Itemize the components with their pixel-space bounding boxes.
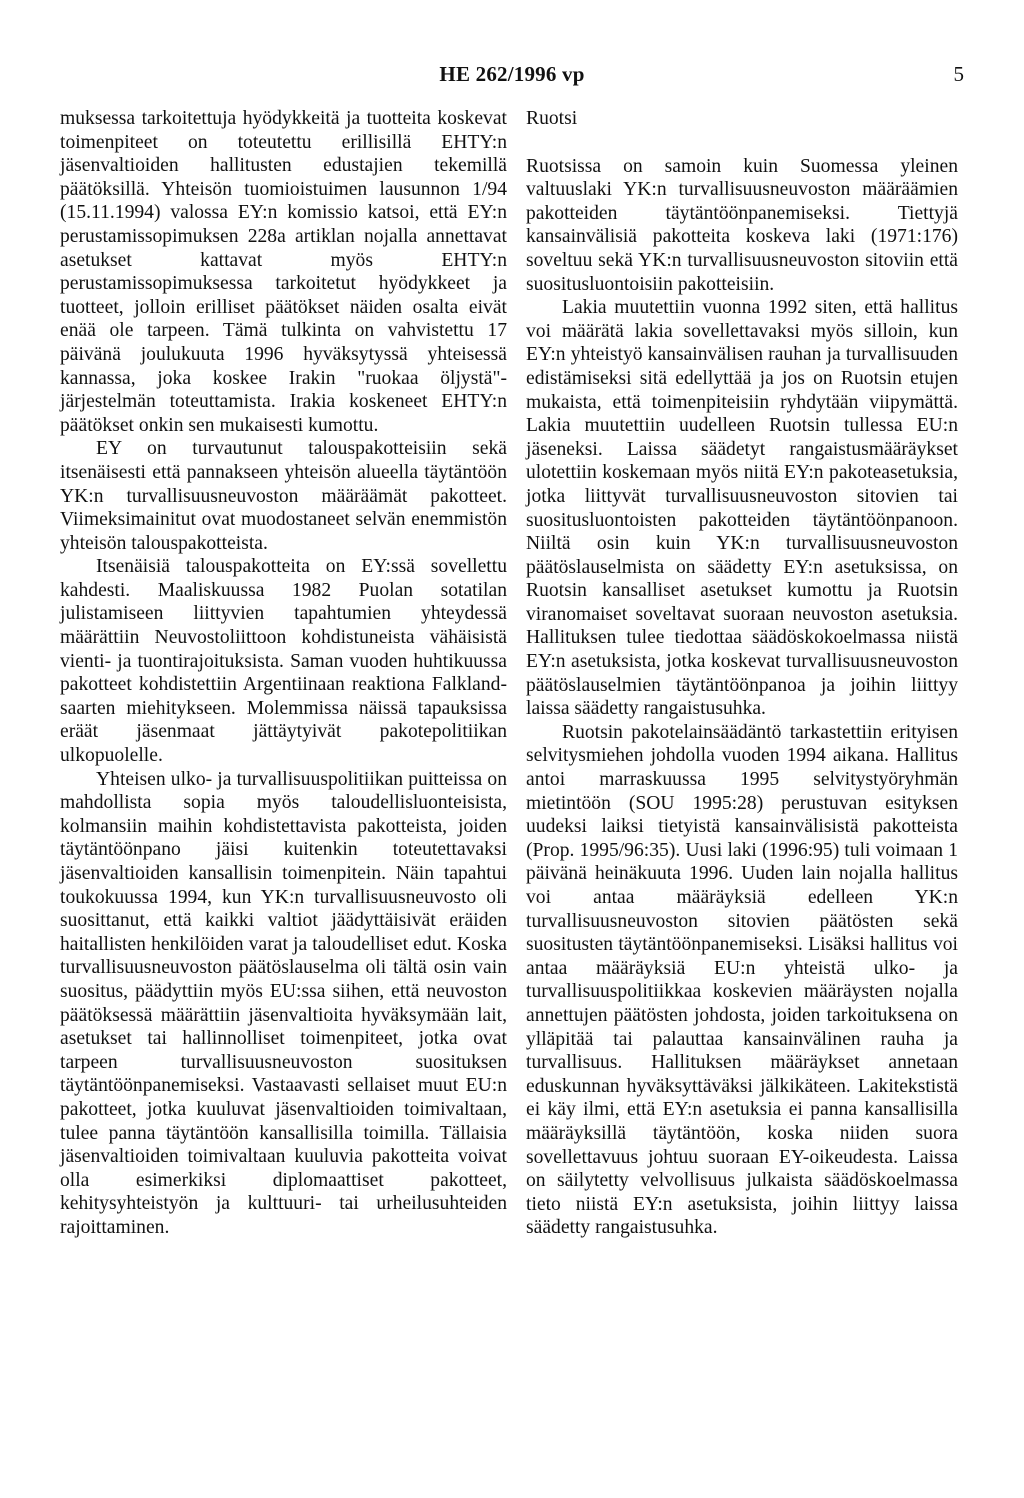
left-column [60, 107, 507, 1240]
left-paragraph-3: Itsenäisiä talouspakotteita on EY:ssä sovellettu kahdesti. Maaliskuussa 1982 Puolan sotatilan julistamiseen liittyvien tapahtumien yhteydessä määrättiin Neuvostoliittoon kohdistuneista vähäisistä vienti- ja tuontirajoituksista. Saman vuoden huhtikuussa pakotteet kohdistettiin Argentiinaan reaktiona Falkland-saarten miehitykseen. Molemmissa näissä tapauksissa eräät jäsenmaat jättäytyivät pakotepolitiikan ulkopuolelle. [60, 556, 507, 767]
left-paragraph-2: EY on turvautunut talouspakotteisiin sekä itsenäisesti että pannakseen yhteisön alueella täytäntöön YK:n turvallisuusneuvoston määräämät pakotteet. Viimeksimainitut ovat muodostaneet selvän enemmistön yhteisön talouspakotteista. [60, 438, 507, 554]
right-column [526, 107, 958, 1240]
section-heading-ruotsi: Ruotsi [526, 108, 578, 129]
document-header-title: HE 262/1996 vp [439, 62, 585, 86]
right-paragraph-3: Ruotsin pakotelainsäädäntö tarkastettiin erityisen selvitysmiehen johdolla vuoden 1994 aikana. Hallitus antoi marraskuussa 1995 selvitystyöryhmän mietintöön (SOU 1995:28) perustuvan esityksen uudeksi laiksi tietyistä kansainvälisistä pakotteista (Prop. 1995/96:35). Uusi laki (1996:95) tuli voimaan 1 päivänä heinäkuuta 1996. Uuden lain nojalla hallitus voi antaa määräyksiä edelleen YK:n turvallisuusneuvoston sitovien päätösten sekä suositusten täytäntöönpanemiseksi. Lisäksi hallitus voi antaa määräyksiä EU:n yhteistä ulko- ja turvallisuuspolitiikkaa koskevien määräysten nojalla annettujen päätösten johdosta, joiden tarkoituksena on ylläpitää tai palauttaa kansainvälinen rauha ja turvallisuus. Hallituksen määräykset annetaan eduskunnan hyväksyttäväksi jälkikäteen. Lakitekstistä ei käy ilmi, että EY:n asetuksia ei panna kansallisilla määräyksillä täytäntöön, koska niiden suora sovellettavuus johtuu suoraan EY-oikeudesta. Laissa on säilytetty velvollisuus julkaista säädöskoelmassa tieto niistä EY:n asetuksista, joihin liittyy laissa säädetty rangaistusuhka. [526, 721, 958, 1239]
right-paragraph-1: Ruotsissa on samoin kuin Suomessa yleinen valtuuslaki YK:n turvallisuusneuvoston määräämien pakotteiden täytäntöönpanemiseksi. Tiettyjä kansainvälisiä pakotteita koskeva laki (1971:176) soveltuu sekä YK:n turvallisuusneuvoston sitoviin että suositusluontoisiin pakotteisiin. [526, 155, 958, 295]
left-paragraph-4: Yhteisen ulko- ja turvallisuuspolitiikan puitteissa on mahdollista sopia myös taloudellisluonteisista, kolmansiin maihin kohdistettavista pakotteista, joiden täytäntöönpano jäisi kuitenkin toteutettavaksi jäsenvaltioiden kansallisin toimenpitein. Näin tapahtui toukokuussa 1994, kun YK:n turvallisuusneuvosto oli suosittanut, että kaikki valtiot jäädyttäisivät eräiden haitallisten henkilöiden varat ja taloudelliset edut. Koska turvallisuusneuvoston päätöslauselma oli tältä osin vain suositus, päädyttiin myös EU:ssa siihen, että neuvoston päätöksessä määrättiin jäsenvaltioita hyväksymään lait, asetukset tai hallinnolliset toimenpiteet, jotka ovat tarpeen turvallisuusneuvoston suosituksen täytäntöönpanemiseksi. Vastaavasti sellaiset muut EU:n pakotteet, jotka kuuluvat jäsenvaltioiden toimivaltaan, tulee panna täytäntöön kansallisilla toimilla. Tällaisia jäsenvaltioiden toimivaltaan kuuluvia pakotteita voivat olla esimerkiksi diplomaattiset pakotteet, kehitysyhteistyön ja kulttuuri- tai urheilusuhteiden rajoittaminen. [60, 768, 507, 1238]
page-number: 5 [953, 62, 964, 86]
left-paragraph-1: muksessa tarkoitettuja hyödykkeitä ja tuotteita koskevat toimenpiteet on toteutettu erillisillä EHTY:n jäsenvaltioiden hallitusten edustajien tekemillä päätöksillä. Yhteisön tuomioistuimen lausunnon 1/94 (15.11.1994) valossa EY:n komissio katsoi, että EY:n perustamissopimuksen 228a artiklan nojalla annettavat asetukset kattavat myös EHTY:n perustamissopimuksessa tarkoitetut hyödykkeet ja tuotteet, jolloin erilliset päätökset näiden osalta eivät enää ole tarpeen. Tämä tulkinta on vahvistettu 17 päivänä joulukuuta 1996 hyväksytyssä yhteisessä kannassa, joka koskee Irakin "ruokaa öljystä"-järjestelmän toteuttamista. Irakia koskeneet EHTY:n päätökset onkin sen mukaisesti kumottu. [60, 108, 507, 436]
right-paragraph-2: Lakia muutettiin vuonna 1992 siten, että hallitus voi määrätä lakia sovellettavaksi myös silloin, kun EY:n yhteistyö kansainvälisen rauhan ja turvallisuuden edistämiseksi sitä edellyttää ja jos on Ruotsin etujen mukaista, että toimenpiteisiin ryhdytään viipymättä. Lakia muutettiin uudelleen Ruotsin tullessa EU:n jäseneksi. Laissa säädetyt rangaistusmääräykset ulotettiin koskemaan myös niitä EY:n pakoteasetuksia, jotka liittyvät turvallisuusneuvoston sitovien tai suositusluontoisten pakotteiden täytäntöönpanoon. Niiltä osin kuin YK:n turvallisuusneuvoston päätöslauselmista on säädetty EY:n asetuksissa, on Ruotsin kansalliset asetukset kumottu ja Ruotsin viranomaiset soveltavat suoraan neuvoston asetuksia. Hallituksen tulee tiedottaa säädöskokoelmassa niistä EY:n asetuksista, jotka koskevat turvallisuusneuvoston päätöslauselmien täytäntöönpanoa ja joihin liittyy laissa säädetty rangaistusuhka. [526, 297, 958, 720]
